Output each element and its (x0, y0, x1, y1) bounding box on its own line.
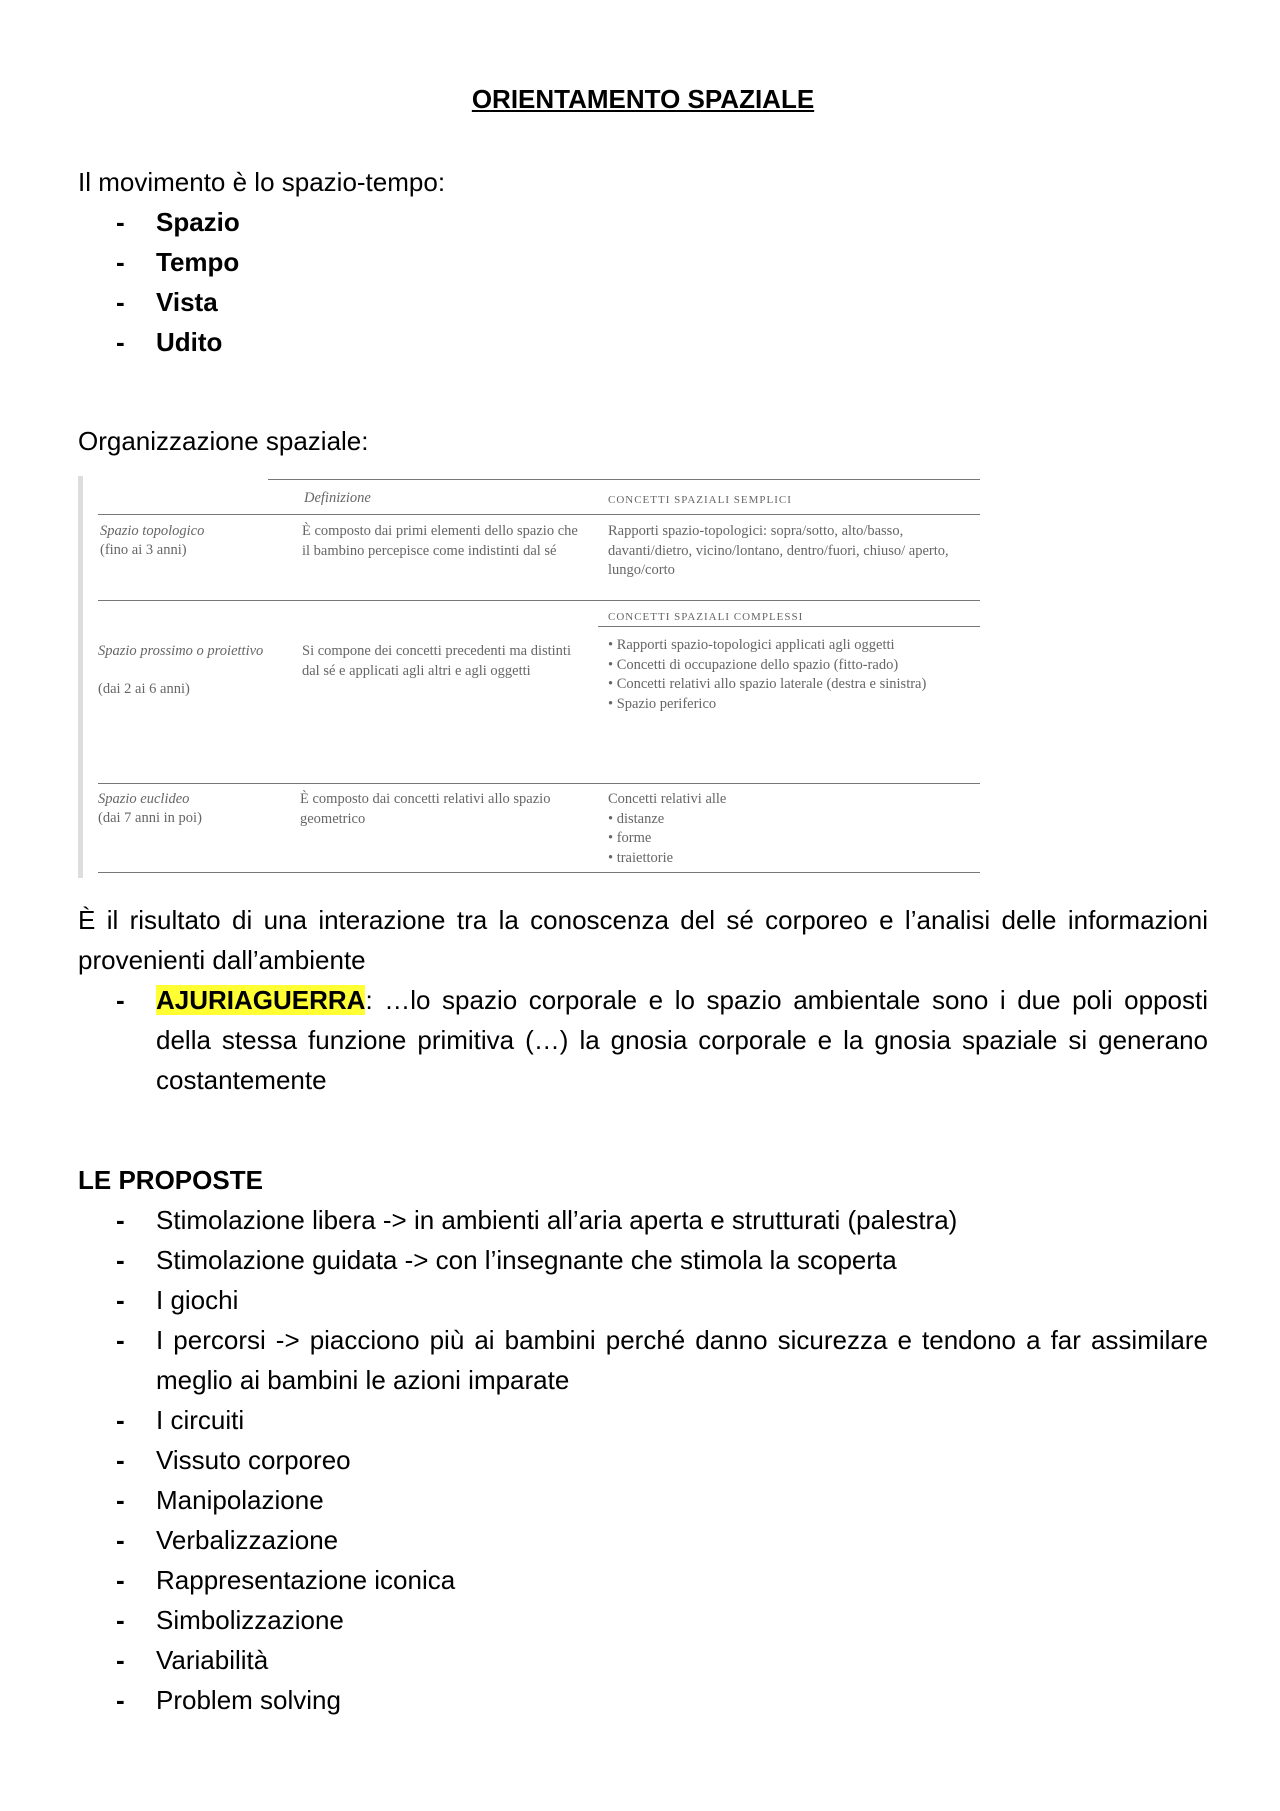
proposals-heading: LE PROPOSTE (78, 1165, 263, 1195)
list-item: - I circuiti (78, 1400, 1208, 1440)
result-paragraph: È il risultato di una interazione tra la conoscenza del sé corporeo e l’analisi delle informazioni provenienti dall’ambiente (78, 905, 1208, 975)
scanned-table (78, 476, 978, 878)
proposals-list (78, 1200, 1208, 1720)
page-title: ORIENTAMENTO SPAZIALE (471, 84, 815, 114)
row1-definition: È composto dai primi elementi dello spazio che il bambino percepisce come indistinti dal sé (302, 523, 578, 559)
list-item: - Stimolazione libera -> in ambienti all’aria aperta e strutturati (palestra) (78, 1200, 1208, 1240)
row3-age: (dai 7 anni in poi) (98, 810, 202, 826)
org-label: Organizzazione spaziale: (78, 426, 369, 456)
row1-name: Spazio topologico (100, 523, 205, 539)
quote-list (78, 980, 1208, 1100)
list-item: - Problem solving (78, 1680, 1208, 1720)
table-rule (268, 479, 980, 480)
table-rule (98, 600, 980, 601)
list-item: - Manipolazione (78, 1480, 1208, 1520)
row2-concepts: • Rapporti spazio-topologici applicati agli oggetti • Concetti di occupazione dello spazio (fitto-rado) • Concetti relativi allo spazio laterale (destra e sinistra) • Spazio periferico (608, 637, 927, 712)
row3-concepts: Concetti relativi alle • distanze • forme • traiettorie (608, 791, 727, 866)
table-rule (98, 872, 980, 873)
bold-list (78, 202, 1208, 362)
row3-name: Spazio euclideo (98, 791, 190, 807)
list-item: - Stimolazione guidata -> con l’insegnante che stimola la scoperta (78, 1240, 1208, 1280)
list-item: - Variabilità (78, 1640, 1208, 1680)
header-complex: CONCETTI SPAZIALI COMPLESSI (608, 611, 804, 623)
list-item: - Simbolizzazione (78, 1600, 1208, 1640)
list-item: - Udito (78, 322, 1208, 362)
row3-definition: È composto dai concetti relativi allo spazio geometrico (300, 791, 551, 827)
list-item: - Verbalizzazione (78, 1520, 1208, 1560)
table-rule (98, 514, 980, 515)
row2-name: Spazio prossimo o proiettivo (98, 643, 264, 659)
row2-definition: Si compone dei concetti precedenti ma distinti dal sé e applicati agli altri e agli oggetti (302, 643, 571, 679)
row2-age: (dai 2 ai 6 anni) (98, 681, 190, 697)
list-item: - Rappresentazione iconica (78, 1560, 1208, 1600)
scan-edge (78, 476, 83, 878)
table-rule (598, 626, 980, 627)
list-item: - I giochi (78, 1280, 1208, 1320)
row1-age: (fino ai 3 anni) (100, 542, 187, 558)
table-rule (98, 783, 980, 784)
row1-concepts: Rapporti spazio-topologici: sopra/sotto, alto/basso, davanti/dietro, vicino/lontano, dentro/fuori, chiuso/ aperto, lungo/corto (608, 523, 949, 578)
intro-text: Il movimento è lo spazio-tempo: (78, 167, 446, 197)
quote-text: : …lo spazio corporale e lo spazio ambientale sono i due poli opposti della stessa funzione primitiva (…) la gnosia corporale e la gnosia spaziale si generano costantemente (156, 985, 1208, 1095)
list-item: - Spazio (78, 202, 1208, 242)
quote-author: AJURIAGUERRA (156, 985, 366, 1015)
header-simple: CONCETTI SPAZIALI SEMPLICI (608, 494, 792, 506)
list-item: - Vista (78, 282, 1208, 322)
header-definition: Definizione (304, 490, 371, 506)
quote-item (78, 980, 1208, 1100)
list-item: - I percorsi -> piacciono più ai bambini perché danno sicurezza e tendono a far assimilare meglio ai bambini le azioni imparate (78, 1320, 1208, 1400)
list-item: - Vissuto corporeo (78, 1440, 1208, 1480)
list-item: - Tempo (78, 242, 1208, 282)
